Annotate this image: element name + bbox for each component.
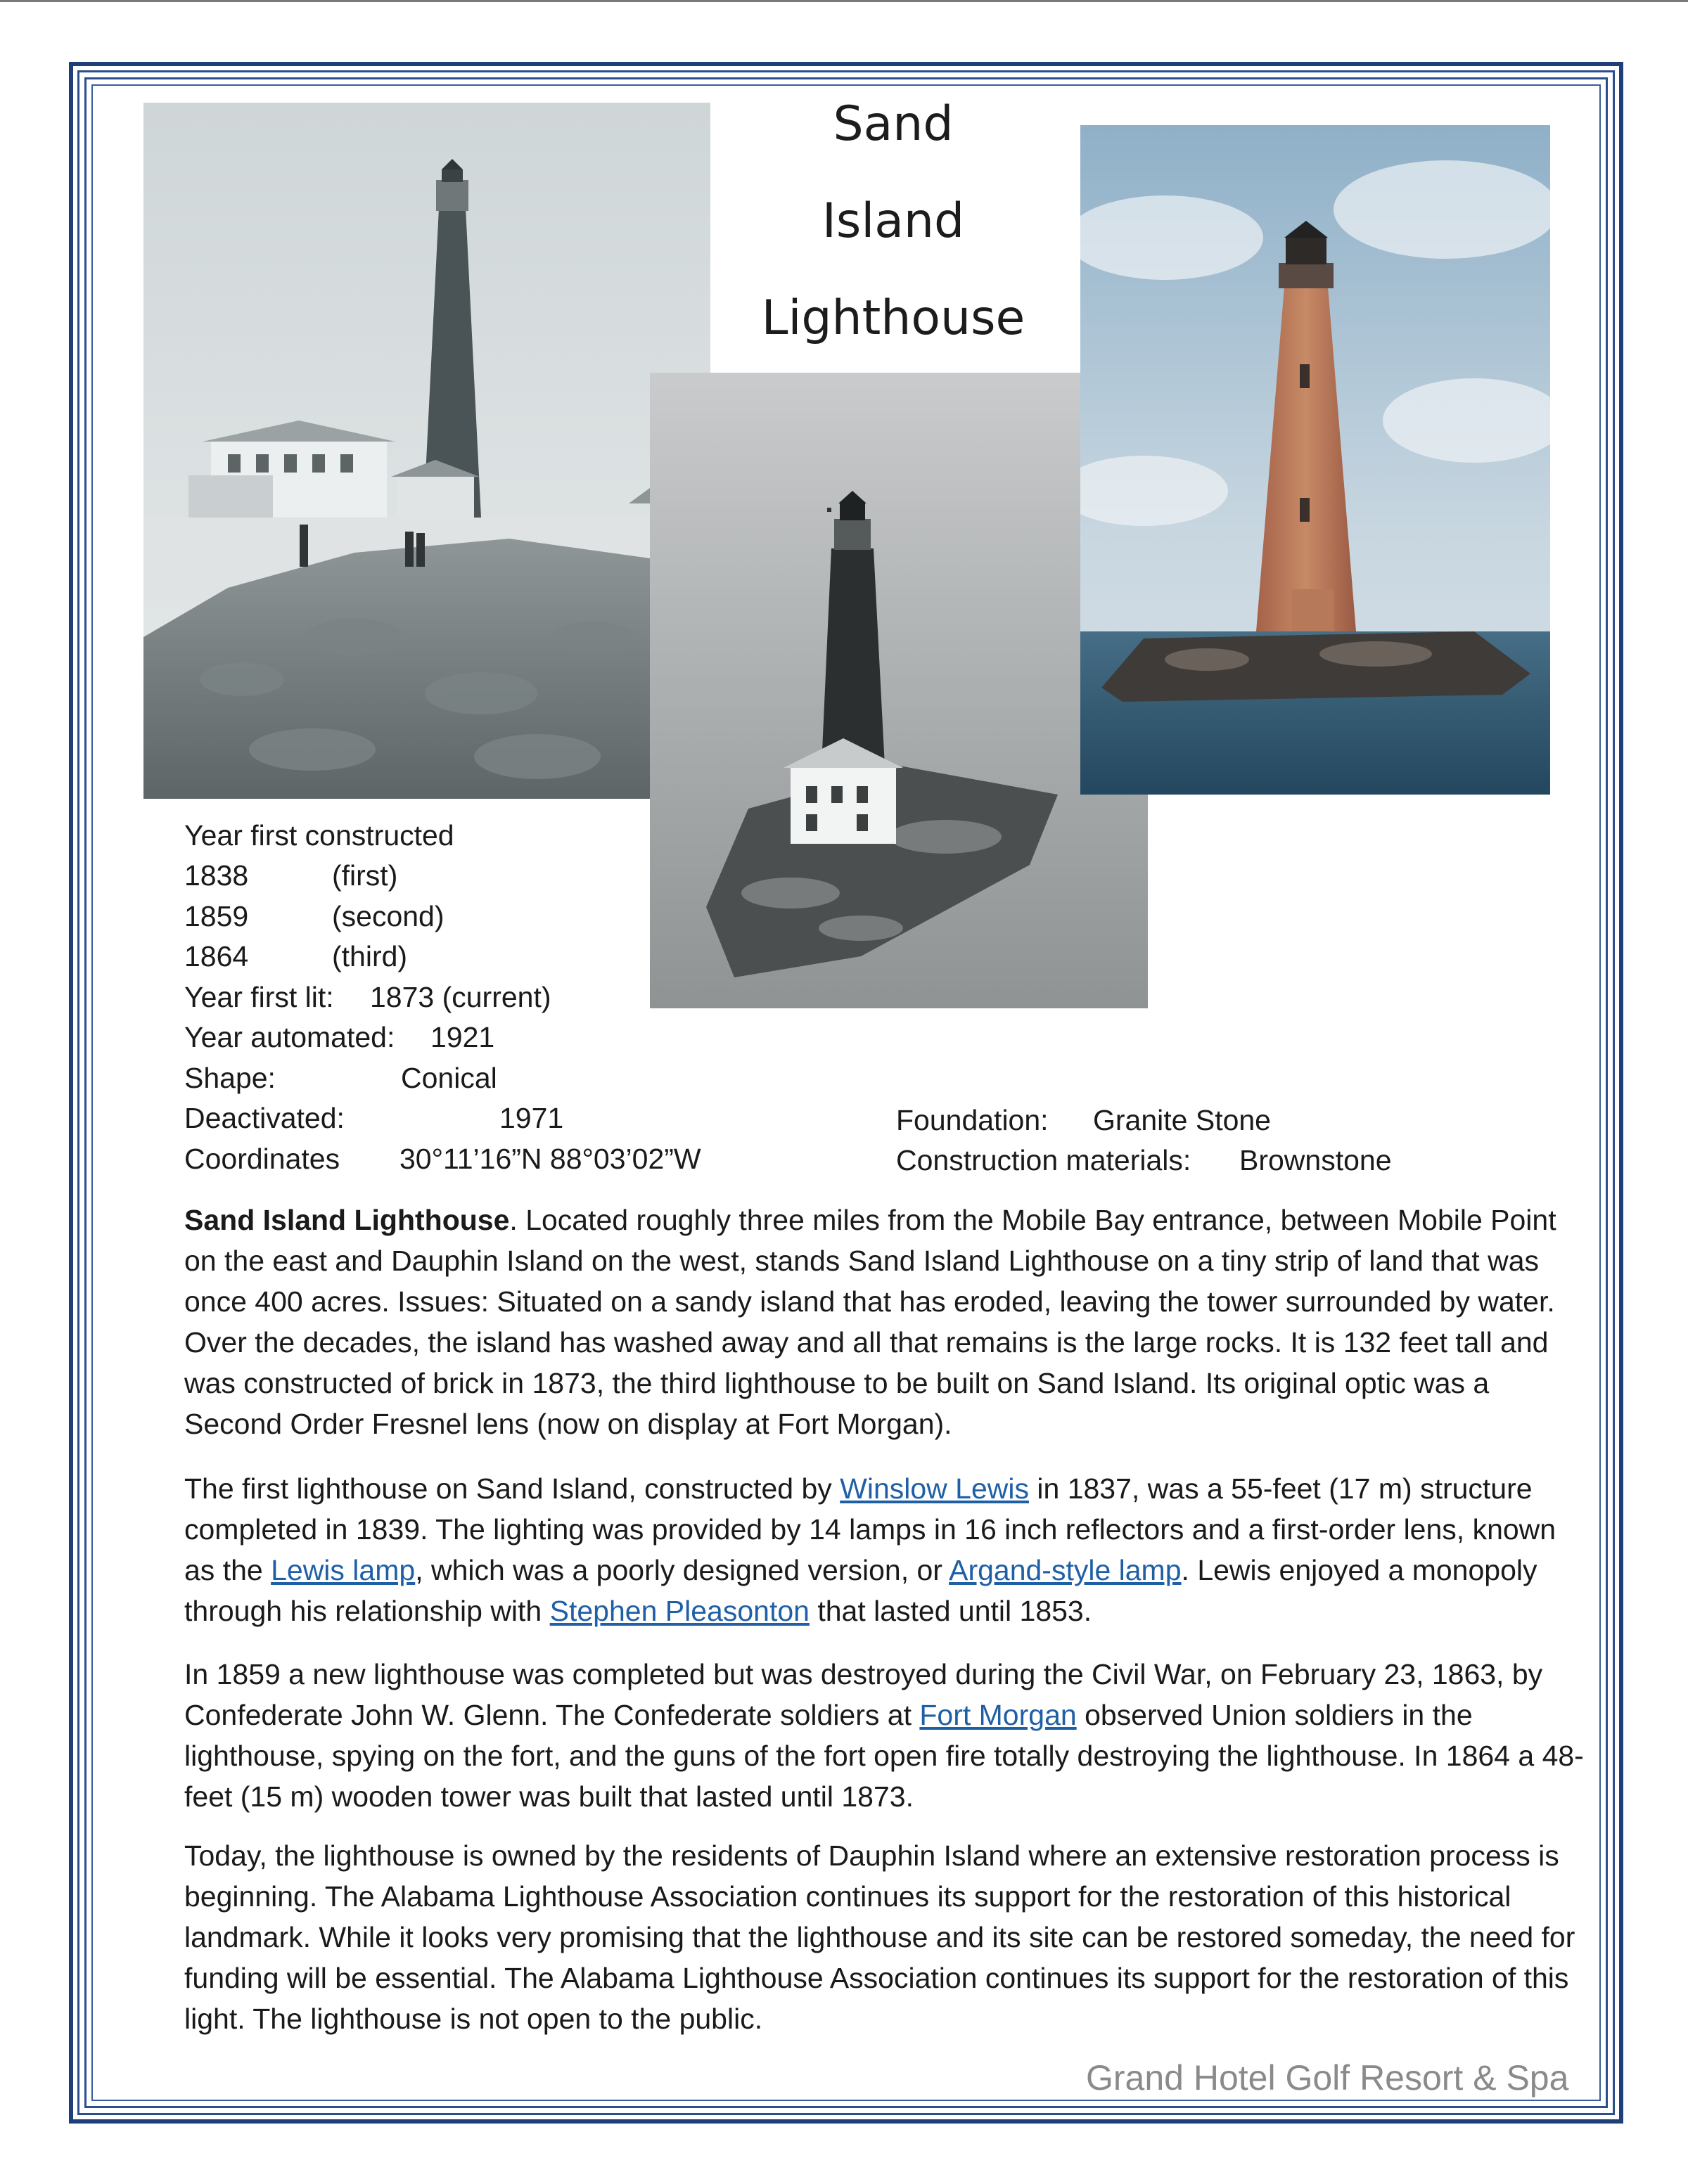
year-value: 1859: [184, 900, 249, 932]
foundation-row: [896, 1100, 1271, 1141]
deactivated-value: 1971: [499, 1102, 564, 1134]
link-stephen-pleasonton[interactable]: Stephen Pleasonton: [549, 1595, 810, 1627]
footer-credit: Grand Hotel Golf Resort & Spa: [1086, 2058, 1569, 2098]
year-note: (third): [332, 940, 408, 972]
materials-label: Construction materials:: [896, 1144, 1191, 1176]
paragraph-history: [184, 1468, 1584, 1631]
coordinates-value: 30°11’16”N 88°03’02”W: [399, 1143, 701, 1175]
link-winslow-lewis[interactable]: Winslow Lewis: [840, 1472, 1029, 1505]
automated-row: [184, 1017, 495, 1058]
deactivated-label: Deactivated:: [184, 1102, 345, 1134]
paragraph-text: , which was a poorly designed version, or: [415, 1554, 950, 1586]
shape-label: Shape:: [184, 1062, 276, 1094]
title-line-3: Lighthouse: [761, 290, 1025, 346]
materials-value: Brownstone: [1239, 1144, 1392, 1176]
year-row-1: [184, 856, 398, 897]
paragraph-overview: [184, 1200, 1584, 1444]
coordinates-label: Coordinates: [184, 1143, 340, 1175]
paragraph-text: . Lewis enjoyed a monopoly through his relationship with: [184, 1554, 1537, 1627]
automated-value: 1921: [430, 1021, 495, 1053]
year-row-2: [184, 897, 445, 937]
shape-value: Conical: [401, 1062, 497, 1094]
constructed-label: Year first constructed: [184, 819, 454, 852]
year-note: (second): [332, 900, 445, 932]
paragraph-text: . Located roughly three miles from the Mobile Bay entrance, between Mobile Point on the east and Dauphin Island on the west, stands Sand Island Lighthouse on a tiny strip of land that was once 400 acres. Issues: Situated on a sandy island that has eroded, leaving the tower surrounded by water. Over the decades, the island has washed away and all that remains is the large rocks. It is 132 feet tall and was constructed of brick in 1873, the third lighthouse to be built on Sand Island. Its original optic was a Second Order Fresnel lens (now on display at Fort Morgan).: [184, 1204, 1556, 1440]
title-line-1: Sand: [833, 96, 954, 152]
year-row-3: [184, 937, 408, 977]
lit-row: [184, 977, 551, 1018]
title-line-2: Island: [821, 193, 965, 249]
paragraph-text: in 1837, was a 55-feet (17 m) structure completed in 1839. The lighting was provided by 14 lamps in 16 inch reflectors and a first-order lens, known as the: [184, 1472, 1556, 1586]
paragraph-text: The first lighthouse on Sand Island, constructed by: [184, 1472, 840, 1505]
paragraph-text: observed Union soldiers in the lighthouse, spying on the fort, and the guns of the fort open fire totally destroying the lighthouse. In 1864 a 48-feet (15 m) wooden tower was built that lasted until 1873.: [184, 1699, 1584, 1813]
page-title: [724, 76, 1062, 367]
lit-value: 1873 (current): [370, 981, 551, 1013]
coordinates-row: [184, 1139, 701, 1180]
historic-lighthouse-photo: [143, 103, 710, 799]
year-note: (first): [332, 859, 398, 892]
paragraph-text: In 1859 a new lighthouse was completed but was destroyed during the Civil War, on February 23, 1863, by Confederate John W. Glenn. The Confederate soldiers at: [184, 1658, 1543, 1731]
link-argand-style-lamp[interactable]: Argand-style lamp: [949, 1554, 1182, 1586]
year-value: 1838: [184, 859, 249, 892]
deactivated-row: [184, 1098, 564, 1139]
lighthouse-facts-right: [896, 1100, 1392, 1181]
automated-label: Year automated:: [184, 1021, 395, 1053]
lit-label: Year first lit:: [184, 981, 334, 1013]
foundation-label: Foundation:: [896, 1104, 1049, 1136]
shape-row: [184, 1058, 497, 1099]
color-lighthouse-photo: [1080, 125, 1550, 795]
scan-top-edge: [0, 0, 1688, 2]
paragraph-text: that lasted until 1853.: [809, 1595, 1092, 1627]
foundation-value: Granite Stone: [1093, 1104, 1271, 1136]
materials-row: [896, 1141, 1392, 1181]
paragraph-heading: Sand Island Lighthouse: [184, 1204, 510, 1236]
aerial-lighthouse-photo: [650, 373, 1148, 1008]
year-value: 1864: [184, 940, 249, 972]
paragraph-civil-war: [184, 1654, 1584, 1817]
paragraph-today: Today, the lighthouse is owned by the residents of Dauphin Island where an extensive restoration process is beginning. The Alabama Lighthouse Association continues its support for the restoration of this historical landmark. While it looks very promising that the lighthouse and its site can be restored someday, the need for funding will be essential. The Alabama Lighthouse Association continues its support for the restoration of this light. The lighthouse is not open to the public.: [184, 1839, 1575, 2035]
link-fort-morgan[interactable]: Fort Morgan: [919, 1699, 1077, 1731]
link-lewis-lamp[interactable]: Lewis lamp: [271, 1554, 416, 1586]
